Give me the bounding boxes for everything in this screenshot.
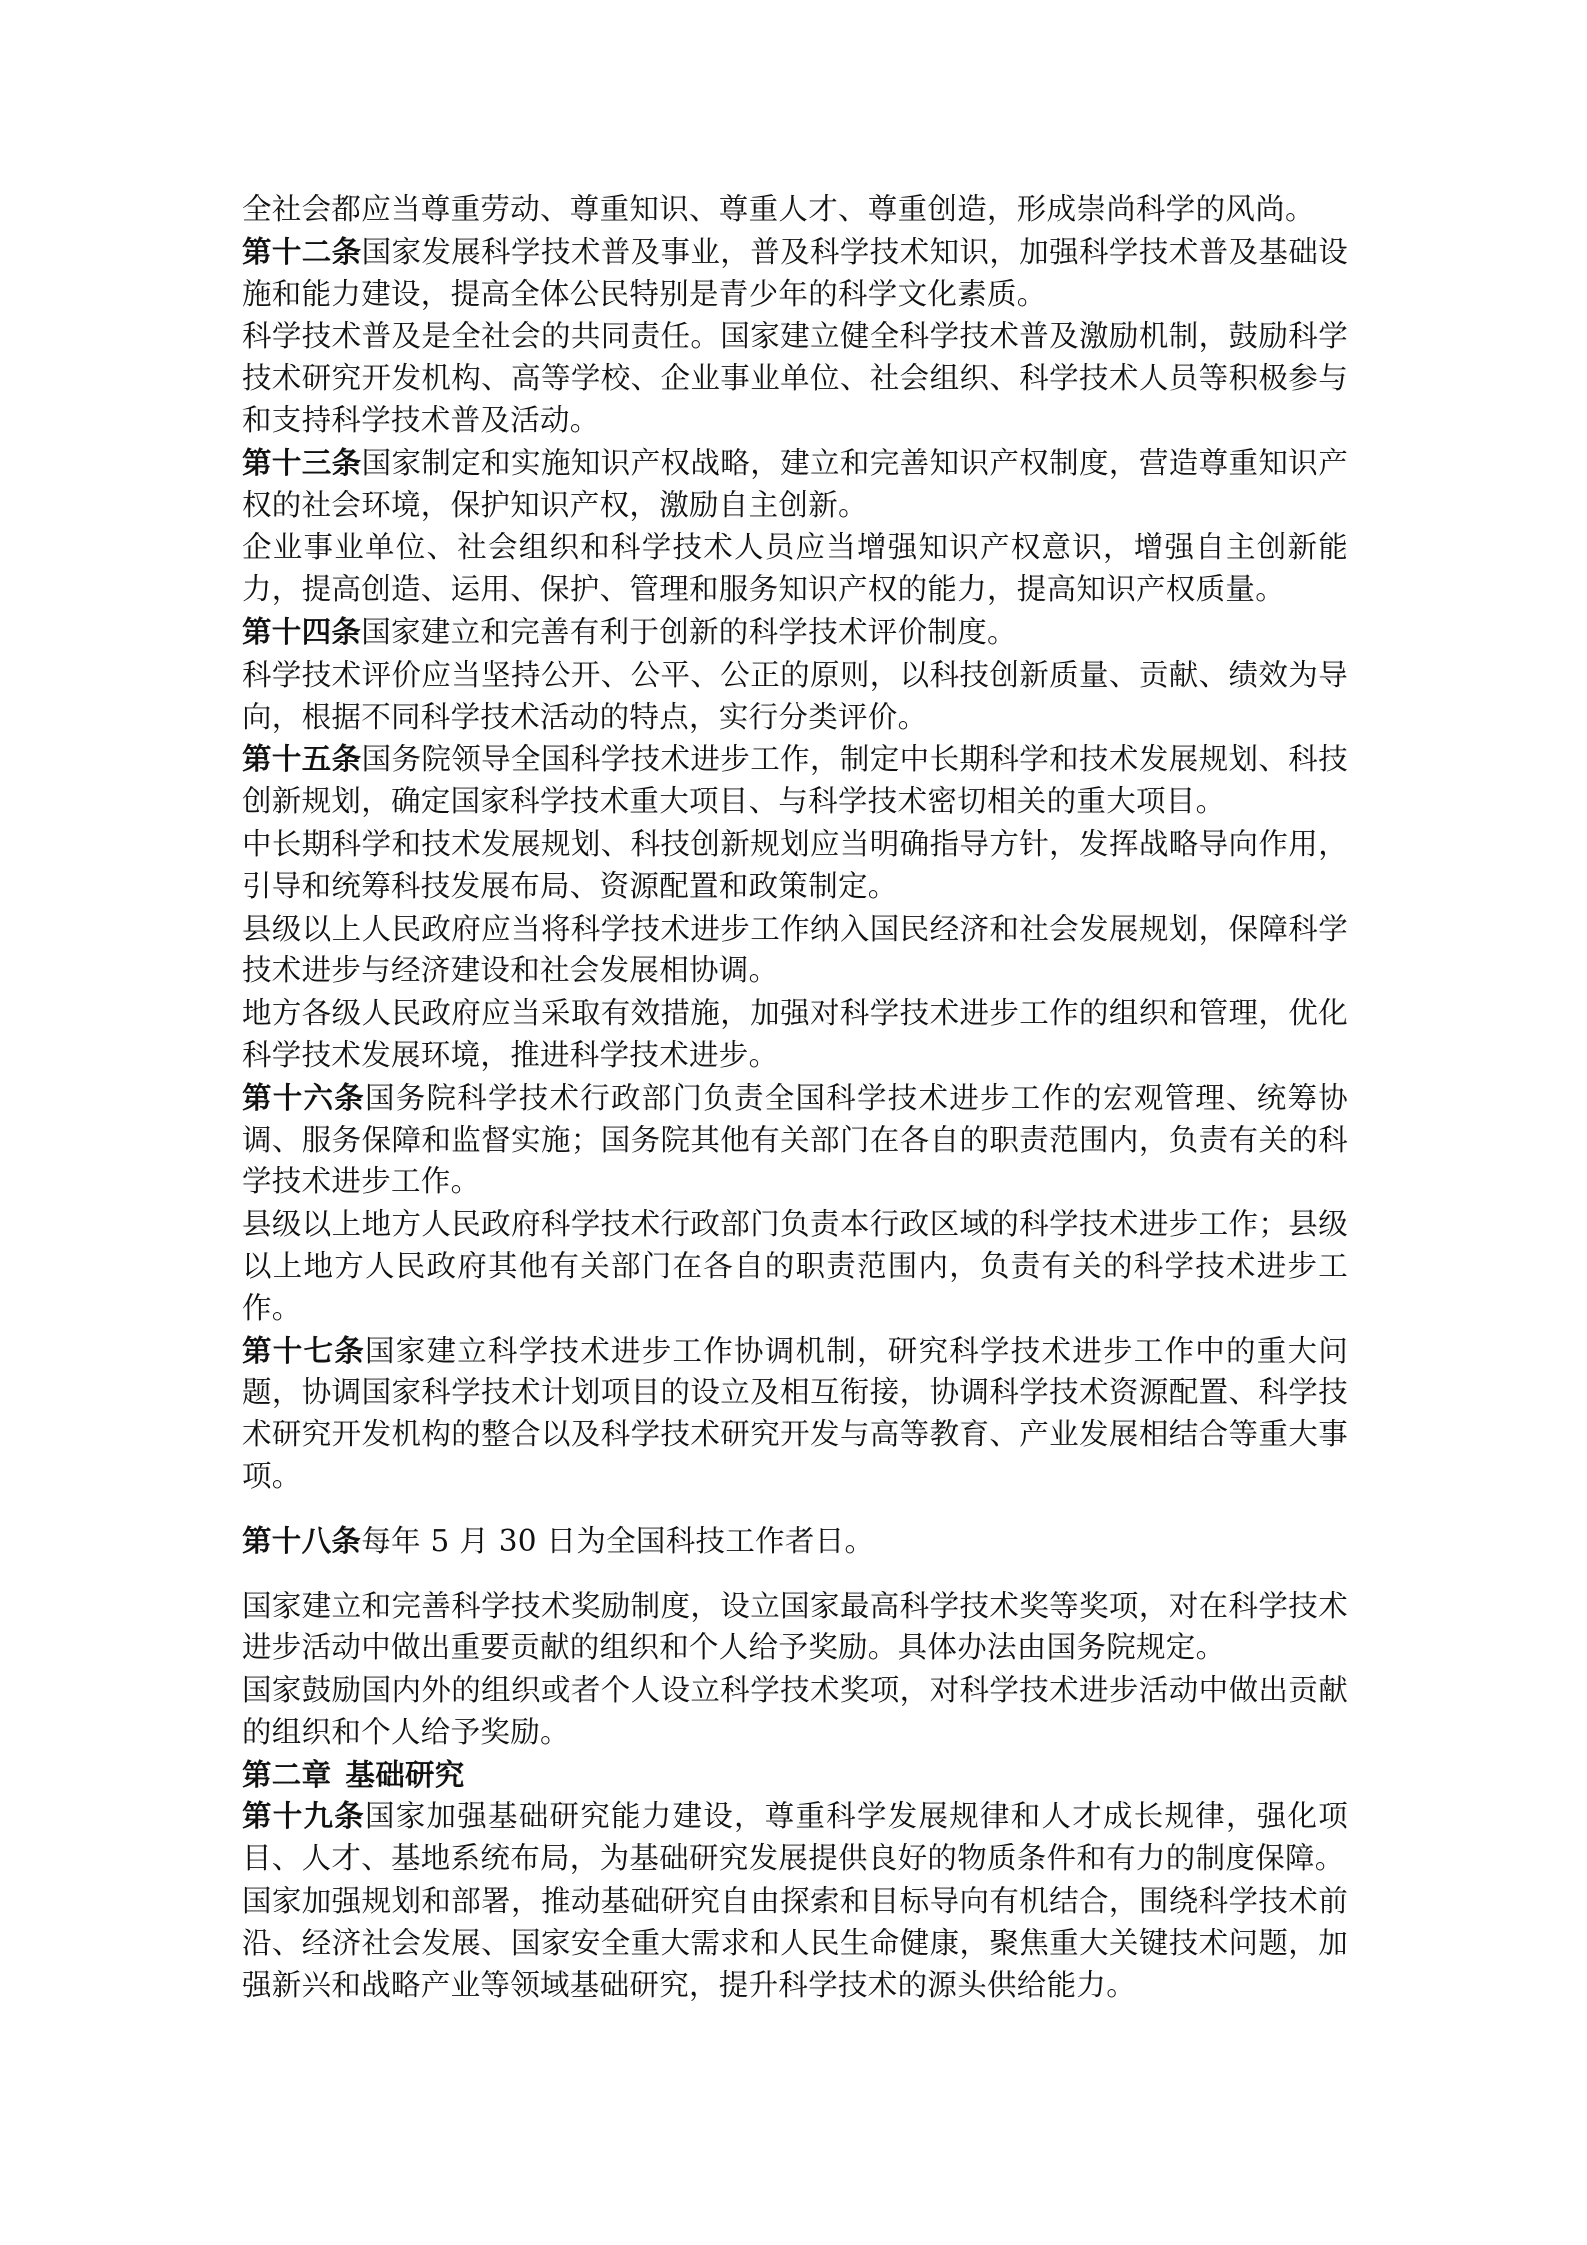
article-number: 第十九条 [242, 1798, 365, 1834]
paragraph-13 [242, 1203, 1348, 1329]
article-19 [242, 1795, 1348, 1880]
paragraph-text: 全社会都应当尊重劳动、尊重知识、尊重人才、尊重创造，形成崇尚科学的风尚。 [242, 192, 1315, 226]
paragraph-text: 每年 5 月 30 日为全国科技工作者日。 [361, 1523, 875, 1558]
paragraph-text: 国家加强规划和部署，推动基础研究自由探索和目标导向有机结合，围绕科学技术前沿、经济社会发展、国家安全重大需求和人民生命健康，聚焦重大关键技术问题，加强新兴和战略产业等领域基础研究，提升科学技术的源头供给能力。 [242, 1884, 1348, 2002]
article-number: 第十五条 [242, 741, 362, 777]
paragraph-text: 地方各级人民政府应当采取有效措施，加强对科学技术进步工作的组织和管理，优化科学技术发展环境，推进科学技术进步。 [242, 996, 1348, 1072]
paragraph-text: 国家制定和实施知识产权战略，建立和完善知识产权制度，营造尊重知识产权的社会环境，保护知识产权，激励自主创新。 [242, 445, 1348, 522]
paragraph-text: 国务院科学技术行政部门负责全国科学技术进步工作的宏观管理、统筹协调、服务保障和监督实施；国务院其他有关部门在各自的职责范围内，负责有关的科学技术进步工作。 [242, 1080, 1348, 1199]
paragraph-text: 国家建立和完善有利于创新的科学技术评价制度。 [361, 614, 1017, 649]
article-12 [242, 231, 1348, 316]
paragraph-5 [242, 526, 1348, 611]
paragraph-text: 国务院领导全国科学技术进步工作，制定中长期科学和技术发展规划、科技创新规划，确定国家科学技术重大项目、与科学技术密切相关的重大项目。 [242, 742, 1348, 819]
paragraph-text: 科学技术评价应当坚持公开、公平、公正的原则，以科技创新质量、贡献、绩效为导向，根据不同科学技术活动的特点，实行分类评价。 [242, 657, 1348, 734]
article-number: 第十六条 [242, 1079, 365, 1115]
paragraph-text: 国家发展科学技术普及事业，普及科学技术知识，加强科学技术普及基础设施和能力建设，提高全体公民特别是青少年的科学文化素质。 [242, 234, 1348, 311]
article-16 [242, 1077, 1348, 1203]
article-number: 第十八条 [242, 1522, 362, 1558]
article-17 [242, 1330, 1348, 1498]
paragraph-text: 科学技术普及是全社会的共同责任。国家建立健全科学技术普及激励机制，鼓励科学技术研究开发机构、高等学校、企业事业单位、社会组织、科学技术人员等积极参与和支持科学技术普及活动。 [242, 319, 1348, 437]
article-number: 第十四条 [242, 613, 362, 649]
paragraph-text: 国家建立科学技术进步工作协调机制，研究科学技术进步工作中的重大问题，协调国家科学技术计划项目的设立及相互衔接，协调科学技术资源配置、科学技术研究开发机构的整合以及科学技术研究开发与高等教育、产业发展相结合等重大事项。 [242, 1333, 1348, 1493]
paragraph-17 [242, 1669, 1348, 1754]
paragraph-1 [242, 188, 1348, 231]
paragraph-20 [242, 1880, 1348, 2006]
paragraph-3 [242, 315, 1348, 441]
article-number: 第十二条 [242, 233, 362, 269]
paragraph-11 [242, 992, 1348, 1077]
paragraph-text: 中长期科学和技术发展规划、科技创新规划应当明确指导方针，发挥战略导向作用，引导和统筹科技发展布局、资源配置和政策制定。 [242, 826, 1348, 903]
paragraph-text: 县级以上人民政府应当将科学技术进步工作纳入国民经济和社会发展规划，保障科学技术进步与经济建设和社会发展相协调。 [242, 911, 1348, 988]
paragraph-16 [242, 1585, 1348, 1670]
paragraph-10 [242, 908, 1348, 993]
document-page [242, 188, 1348, 2006]
paragraph-text: 国家鼓励国内外的组织或者个人设立科学技术奖项，对科学技术进步活动中做出贡献的组织和个人给予奖励。 [242, 1673, 1348, 1749]
article-number: 第十七条 [242, 1332, 365, 1368]
article-15 [242, 738, 1348, 823]
paragraph-9 [242, 823, 1348, 908]
article-13 [242, 442, 1348, 527]
article-14 [242, 611, 1348, 654]
paragraph-text: 国家建立和完善科学技术奖励制度，设立国家最高科学技术奖等奖项，对在科学技术进步活动中做出重要贡献的组织和个人给予奖励。具体办法由国务院规定。 [242, 1588, 1348, 1665]
paragraph-text: 企业事业单位、社会组织和科学技术人员应当增强知识产权意识，增强自主创新能力，提高创造、运用、保护、管理和服务知识产权的能力，提高知识产权质量。 [242, 530, 1348, 607]
chapter-title: 基础研究 [345, 1756, 465, 1792]
chapter-heading [242, 1754, 1348, 1796]
chapter-number: 第二章 [242, 1756, 332, 1792]
article-18 [242, 1520, 1348, 1563]
paragraph-text: 国家加强基础研究能力建设，尊重科学发展规律和人才成长规律，强化项目、人才、基地系统布局，为基础研究发展提供良好的物质条件和有力的制度保障。 [242, 1799, 1348, 1876]
paragraph-7 [242, 654, 1348, 739]
paragraph-text: 县级以上地方人民政府科学技术行政部门负责本行政区域的科学技术进步工作；县级以上地方人民政府其他有关部门在各自的职责范围内，负责有关的科学技术进步工作。 [242, 1207, 1348, 1325]
article-number: 第十三条 [242, 444, 362, 480]
